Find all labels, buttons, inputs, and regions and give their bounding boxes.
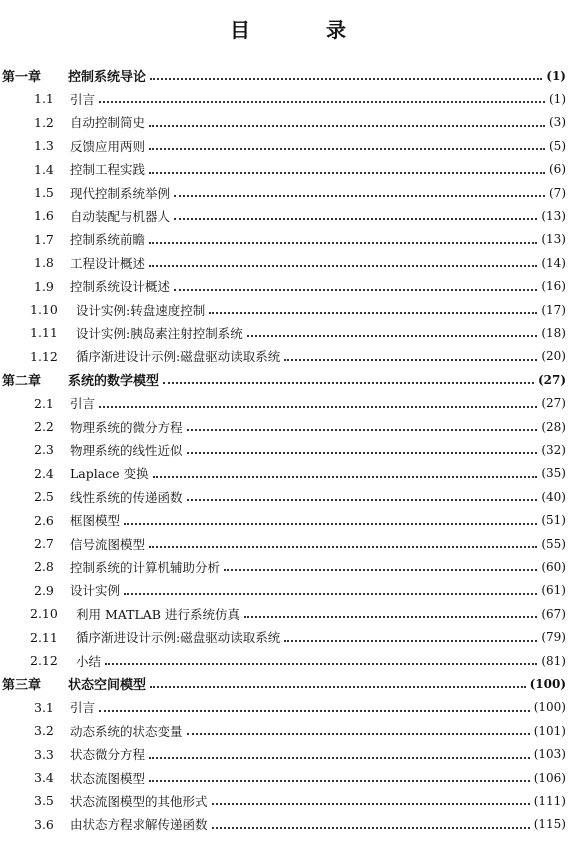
- entry-title: 状态微分方程: [70, 747, 146, 763]
- entry-number: 3.6: [34, 816, 54, 832]
- entry-number: 3.5: [34, 793, 54, 809]
- entry-title: 现代控制系统举例: [70, 185, 171, 201]
- dot-leader: [99, 709, 530, 712]
- entry-title: 设计实例:转盘速度控制: [76, 302, 206, 318]
- dot-leader: [212, 802, 530, 805]
- entry-title: Laplace 变换: [70, 466, 149, 482]
- toc-section-entry: [0, 743, 566, 766]
- entry-number: 2.3: [34, 442, 54, 458]
- dot-leader: [149, 756, 530, 759]
- entry-page-number: (5): [549, 138, 566, 153]
- toc-section-entry: [0, 158, 566, 181]
- toc-section-entry: [0, 462, 566, 485]
- dot-leader: [174, 217, 537, 220]
- toc-section-entry: [0, 181, 566, 204]
- dot-leader: [187, 732, 530, 735]
- entry-number: 1.7: [34, 231, 54, 247]
- entry-title: 循序渐进设计示例:磁盘驱动读取系统: [76, 630, 281, 646]
- dot-leader: [153, 475, 538, 478]
- entry-number: 1.10: [30, 302, 58, 317]
- entry-title: 小结: [76, 653, 102, 669]
- entry-page-number: (111): [533, 793, 566, 808]
- dot-leader: [174, 194, 545, 197]
- dot-leader: [99, 405, 537, 408]
- entry-number: 1.8: [34, 255, 54, 271]
- entry-page-number: (6): [549, 162, 566, 177]
- entry-number: 2.5: [34, 489, 54, 505]
- entry-title: 利用 MATLAB 进行系统仿真: [76, 606, 240, 622]
- entry-page-number: (55): [541, 536, 566, 551]
- page-title: 目 录: [230, 18, 374, 42]
- dot-leader: [174, 288, 537, 291]
- dot-leader: [187, 451, 538, 454]
- entry-title: 系统的数学模型: [68, 374, 160, 390]
- entry-title: 动态系统的状态变量: [70, 723, 183, 739]
- dot-leader: [149, 264, 537, 267]
- toc-section-entry: [0, 345, 566, 368]
- toc-section-entry: [0, 649, 566, 672]
- toc-section-entry: [0, 438, 566, 461]
- toc-section-entry: [0, 555, 566, 578]
- entry-number: 2.6: [34, 512, 54, 528]
- entry-number: 2.11: [30, 629, 58, 645]
- entry-page-number: (51): [541, 513, 566, 528]
- entry-title: 设计实例:胰岛素注射控制系统: [76, 325, 243, 341]
- dot-leader: [247, 334, 538, 337]
- entry-number: 第二章: [2, 374, 42, 390]
- dot-leader: [244, 615, 537, 618]
- dot-leader: [187, 428, 538, 431]
- entry-page-number: (27): [537, 372, 566, 387]
- dot-leader: [124, 592, 537, 595]
- entry-title: 线性系统的传递函数: [70, 489, 183, 505]
- dot-leader: [149, 171, 545, 174]
- entry-page-number: (40): [541, 489, 566, 504]
- entry-number: 2.12: [30, 653, 58, 668]
- entry-page-number: (35): [541, 466, 566, 481]
- entry-title: 循序渐进设计示例:磁盘驱动读取系统: [76, 349, 281, 365]
- toc-section-entry: [0, 696, 566, 719]
- entry-page-number: (79): [541, 630, 566, 645]
- dot-leader: [124, 522, 537, 525]
- toc-section-entry: [0, 228, 566, 251]
- entry-page-number: (101): [533, 723, 566, 738]
- entry-page-number: (13): [541, 208, 566, 223]
- entry-number: 1.1: [34, 91, 54, 107]
- dot-leader: [149, 124, 545, 127]
- entry-number: 1.12: [30, 348, 58, 364]
- entry-number: 2.10: [30, 606, 58, 622]
- entry-number: 2.7: [34, 536, 54, 551]
- dot-leader: [150, 77, 542, 80]
- entry-title: 引言: [70, 396, 96, 412]
- entry-number: 第三章: [2, 678, 42, 694]
- entry-number: 1.11: [30, 325, 58, 341]
- entry-title: 引言: [70, 700, 96, 716]
- entry-title: 控制系统设计概述: [70, 279, 171, 295]
- entry-page-number: (106): [533, 770, 566, 785]
- dot-leader: [149, 545, 537, 548]
- entry-page-number: (16): [541, 279, 566, 294]
- entry-number: 1.4: [34, 161, 54, 177]
- entry-title: 控制系统前瞻: [70, 232, 146, 248]
- entry-title: 控制系统导论: [68, 70, 147, 85]
- entry-title: 物理系统的线性近似: [70, 442, 183, 458]
- toc-section-entry: [0, 509, 566, 532]
- entry-title: 引言: [70, 91, 96, 107]
- toc-section-entry: [0, 275, 566, 298]
- toc-section-entry: [0, 719, 566, 742]
- entry-page-number: (115): [533, 817, 566, 832]
- entry-title: 状态流图模型的其他形式: [70, 793, 208, 809]
- toc-section-entry: [0, 602, 566, 625]
- entry-number: 3.2: [34, 723, 54, 739]
- entry-title: 信号流图模型: [70, 536, 146, 552]
- toc-section-entry: [0, 298, 566, 321]
- toc-chapter-entry: [0, 64, 566, 87]
- entry-page-number: (28): [541, 419, 566, 434]
- entry-title: 框图模型: [70, 513, 121, 529]
- entry-title: 控制工程实践: [70, 162, 146, 178]
- entry-title: 状态空间模型: [68, 678, 147, 694]
- entry-page-number: (100): [529, 676, 566, 691]
- entry-page-number: (61): [541, 583, 566, 598]
- entry-title: 设计实例: [70, 583, 121, 599]
- entry-page-number: (60): [541, 559, 566, 574]
- entry-page-number: (100): [533, 700, 566, 715]
- toc-section-entry: [0, 392, 566, 415]
- dot-leader: [99, 100, 545, 103]
- toc-section-entry: [0, 532, 566, 555]
- entry-number: 2.4: [34, 465, 54, 481]
- entry-number: 2.2: [34, 419, 54, 434]
- entry-page-number: (1): [546, 68, 566, 83]
- toc-section-entry: [0, 415, 566, 438]
- entry-title: 自动装配与机器人: [70, 208, 171, 224]
- entry-page-number: (7): [549, 185, 566, 200]
- toc-section-entry: [0, 766, 566, 789]
- toc-section-entry: [0, 251, 566, 274]
- toc-section-entry: [0, 134, 566, 157]
- entry-page-number: (18): [541, 325, 566, 340]
- dot-leader: [212, 826, 530, 829]
- toc-chapter-entry: [0, 672, 566, 695]
- entry-number: 3.4: [34, 770, 54, 785]
- dot-leader: [284, 639, 537, 642]
- toc-section-entry: [0, 485, 566, 508]
- entry-number: 3.3: [34, 746, 54, 762]
- dot-leader: [224, 568, 537, 571]
- entry-page-number: (27): [541, 396, 566, 411]
- entry-page-number: (17): [541, 302, 566, 317]
- entry-title: 状态流图模型: [70, 770, 146, 786]
- entry-title: 控制系统的计算机辅助分析: [70, 559, 221, 575]
- dot-leader: [105, 662, 537, 665]
- entry-title: 由状态方程求解传递函数: [70, 817, 208, 833]
- entry-page-number: (103): [533, 747, 566, 762]
- toc-section-entry: [0, 87, 566, 110]
- dot-leader: [149, 779, 530, 782]
- entry-number: 1.2: [34, 114, 54, 130]
- toc-chapter-entry: [0, 368, 566, 391]
- toc-section-entry: [0, 321, 566, 344]
- entry-number: 3.1: [34, 699, 54, 715]
- entry-number: 1.9: [34, 278, 54, 294]
- toc-section-entry: [0, 626, 566, 649]
- dot-leader: [150, 685, 526, 688]
- toc-section-entry: [0, 111, 566, 134]
- entry-number: 1.5: [34, 185, 54, 200]
- entry-page-number: (14): [541, 255, 566, 270]
- entry-page-number: (13): [541, 232, 566, 247]
- dot-leader: [149, 241, 537, 244]
- entry-page-number: (81): [541, 653, 566, 668]
- toc-section-entry: [0, 204, 566, 227]
- toc-section-entry: [0, 813, 566, 836]
- dot-leader: [163, 381, 534, 384]
- entry-page-number: (32): [541, 442, 566, 457]
- entry-title: 物理系统的微分方程: [70, 419, 183, 435]
- dot-leader: [187, 498, 538, 501]
- entry-number: 2.9: [34, 582, 54, 598]
- entry-number: 第一章: [2, 70, 42, 85]
- dot-leader: [149, 147, 545, 150]
- toc-section-entry: [0, 789, 566, 812]
- entry-page-number: (3): [549, 115, 566, 130]
- entry-page-number: (20): [541, 349, 566, 364]
- dot-leader: [209, 311, 537, 314]
- entry-title: 工程设计概述: [70, 255, 146, 271]
- entry-number: 2.1: [34, 395, 54, 411]
- entry-number: 1.6: [34, 208, 54, 224]
- entry-page-number: (67): [541, 606, 566, 621]
- entry-number: 2.8: [34, 559, 54, 575]
- entry-page-number: (1): [549, 91, 566, 106]
- entry-number: 1.3: [34, 138, 54, 154]
- dot-leader: [284, 358, 537, 361]
- entry-title: 反馈应用两则: [70, 138, 146, 154]
- toc-section-entry: [0, 579, 566, 602]
- entry-title: 自动控制简史: [70, 115, 146, 131]
